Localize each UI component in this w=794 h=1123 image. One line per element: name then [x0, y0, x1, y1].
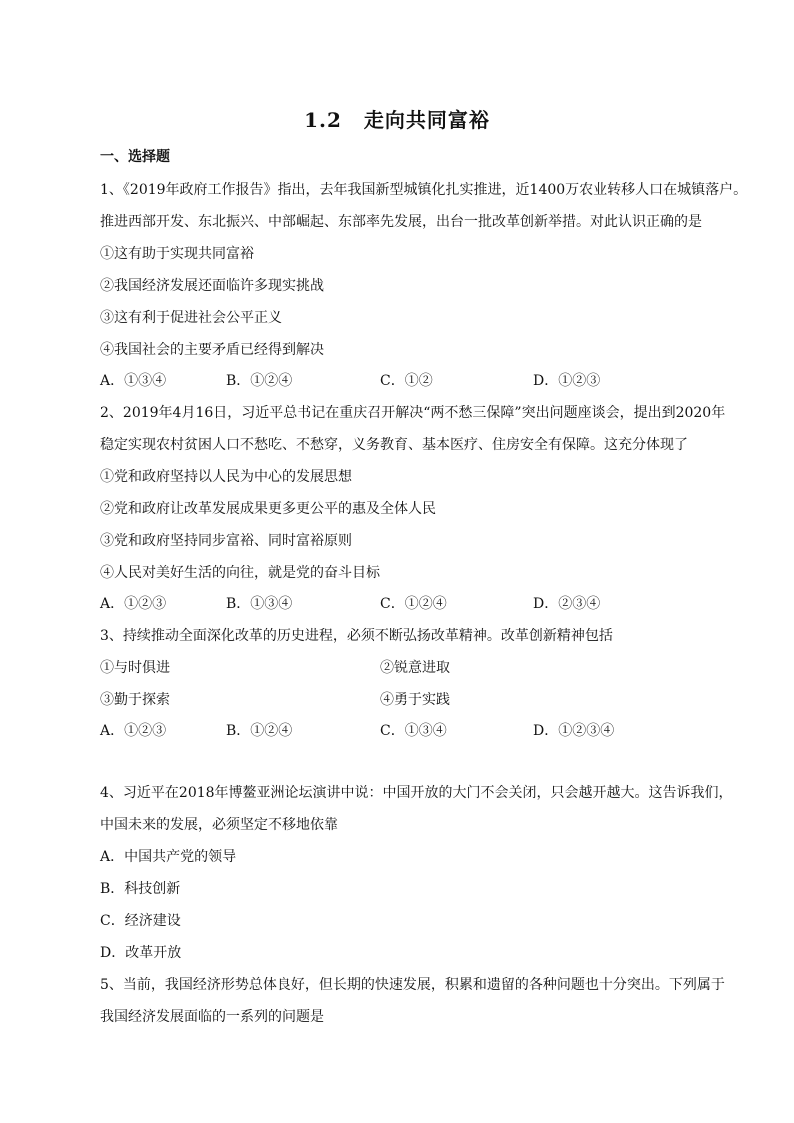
- question-2-choice-b: B．①③④: [226, 596, 293, 612]
- question-5-stem-line2: 我国经济发展面临的一系列的问题是: [100, 1009, 324, 1025]
- question-2-statement-2: ②党和政府让改革发展成果更多更公平的惠及全体人民: [100, 501, 436, 517]
- question-1-statement-1: ①这有助于实现共同富裕: [100, 246, 254, 262]
- title-number: 1.2: [304, 108, 342, 132]
- question-4-stem-line2: 中国未来的发展，必须坚定不移地依靠: [100, 817, 338, 833]
- question-1-choice-c: C．①②: [380, 373, 433, 389]
- question-1-choice-b: B．①②④: [226, 373, 293, 389]
- question-4-choice-b: B．科技创新: [100, 881, 181, 897]
- question-4-choice-a: A．中国共产党的领导: [100, 849, 237, 865]
- question-2-stem-line1: 2、2019年4月16日，习近平总书记在重庆召开解决“两不愁三保障”突出问题座谈会，提出到2020年: [100, 405, 726, 421]
- question-3-stem: 3、持续推动全面深化改革的历史进程，必须不断弘扬改革精神。改革创新精神包括: [100, 628, 613, 644]
- question-3-statement-1: ①与时俱进: [100, 660, 170, 676]
- question-2-choice-d: D．②③④: [533, 596, 601, 612]
- question-2-stem-line2: 稳定实现农村贫困人口不愁吃、不愁穿，义务教育、基本医疗、住房安全有保障。这充分体现了: [100, 437, 688, 453]
- question-1-choice-a: A．①③④: [100, 373, 167, 389]
- question-1-statement-4: ④我国社会的主要矛盾已经得到解决: [100, 342, 324, 358]
- question-4-stem-line1: 4、习近平在2018年博鳌亚洲论坛演讲中说：中国开放的大门不会关闭，只会越开越大。这告诉我们，: [100, 785, 733, 801]
- question-3-statement-4: ④勇于实践: [380, 692, 450, 708]
- question-3-statement-2: ②锐意进取: [380, 660, 450, 676]
- question-4-choice-c: C．经济建设: [100, 913, 181, 929]
- question-3-choice-a: A．①②③: [100, 723, 167, 739]
- question-2-statement-3: ③党和政府坚持同步富裕、同时富裕原则: [100, 533, 352, 549]
- question-1-statement-2: ②我国经济发展还面临许多现实挑战: [100, 278, 324, 294]
- question-3-choice-b: B．①②④: [226, 723, 293, 739]
- question-1-stem-line1: 1、《2019年政府工作报告》指出，去年我国新型城镇化扎实推进，近1400万农业转移人口在城镇落户。: [100, 182, 748, 198]
- question-1-choice-d: D．①②③: [533, 373, 601, 389]
- question-3-choice-c: C．①③④: [380, 723, 447, 739]
- question-2-choice-c: C．①②④: [380, 596, 447, 612]
- question-1-stem-line2: 推进西部开发、东北振兴、中部崛起、东部率先发展，出台一批改革创新举措。对此认识正确的是: [100, 214, 702, 230]
- page-title: [0, 104, 794, 133]
- question-3-choice-d: D．①②③④: [533, 723, 615, 739]
- title-text: 走向共同富裕: [363, 108, 490, 132]
- question-2-statement-1: ①党和政府坚持以人民为中心的发展思想: [100, 469, 352, 485]
- question-2-choice-a: A．①②③: [100, 596, 167, 612]
- question-1-statement-3: ③这有利于促进社会公平正义: [100, 310, 282, 326]
- question-4-choice-d: D．改革开放: [100, 945, 182, 961]
- question-5-stem-line1: 5、当前，我国经济形势总体良好，但长期的快速发展，积累和遗留的各种问题也十分突出。下列属于: [100, 977, 725, 993]
- question-3-statement-3: ③勤于探索: [100, 692, 170, 708]
- question-2-statement-4: ④人民对美好生活的向往，就是党的奋斗目标: [100, 565, 380, 581]
- section-heading: 一、选择题: [100, 149, 170, 165]
